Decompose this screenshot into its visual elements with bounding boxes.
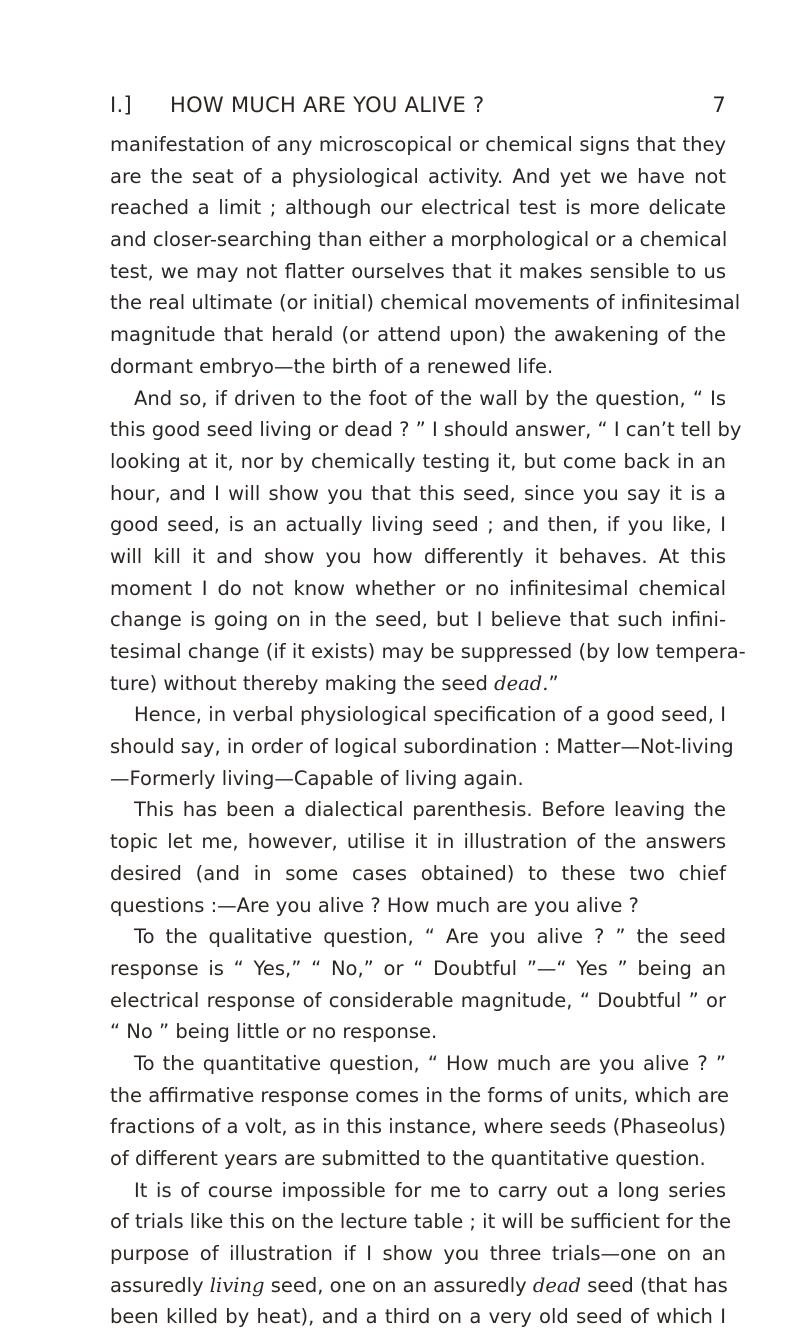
text-line: change is going on in the seed, but I believe that such infini- [110,608,726,632]
text-line: questions :—Are you alive ? How much are you alive ? [110,893,639,917]
line-text: assuredly [110,1273,210,1297]
text-line: moment I do not know whether or no infinitesimal chemical [110,576,726,600]
text-line: —Formerly living—Capable of living again. [110,766,524,790]
text-line: tesimal change (if it exists) may be suppressed (by low tempera- [110,640,746,663]
text-line: of different years are submitted to the quantitative question. [110,1147,706,1170]
line-text: seed (that has [581,1273,728,1297]
text-line: response is “ Yes,” “ No,” or “ Doubtful ”—“ Yes ” being an [110,956,726,980]
italic-word: dead [532,1273,582,1297]
line-text: seed, one on an assuredly [264,1273,533,1297]
line-text: ” [548,671,559,695]
paragraph [110,699,734,794]
italic-word: dead. [494,671,549,695]
text-line [110,668,726,700]
text-line: the affirmative response comes in the forms of units, which are [110,1083,730,1107]
text-line: magnitude that herald (or attend upon) the awakening of the [110,323,726,347]
line-text: ture) without thereby making the seed [110,671,495,695]
text-line: hour, and I will show you that this seed, since you say it is a [110,481,726,505]
text-line: “ No ” being little or no response. [110,1020,438,1044]
text-line: dormant embryo—the birth of a renewed life. [110,354,554,378]
text-line: To the quantitative question, “ How much are you alive ? ” [134,1051,726,1075]
text-line: manifestation of any microscopical or chemical signs that they [110,133,726,156]
paragraph [110,1175,732,1333]
text-line: the real ultimate (or initial) chemical movements of infinitesimal [110,291,741,315]
text-line: will kill it and show you how differently it behaves. At this [110,544,726,568]
text-line: and closer-searching than either a morphological or a chemical [110,228,728,252]
page-number: 7 [712,93,726,117]
text-line: topic let me, however, utilise it in illustration of the answers [110,830,726,854]
paragraph [110,921,726,1048]
text-line: electrical response of considerable magnitude, “ Doubtful ” or [110,988,726,1012]
text-line: test, we may not flatter ourselves that it makes sensible to us [110,259,726,283]
italic-word: living [209,1273,265,1297]
text-line: been killed by heat), and a third on a very old seed of which I [110,1305,726,1329]
text-line: fractions of a volt, as in this instance, where seeds (Phaseolus) [110,1115,726,1139]
running-head [110,93,726,121]
paragraph [110,129,741,383]
text-line: reached a limit ; although our electrical test is more delicate [110,196,726,220]
text-line: It is of course impossible for me to carry out a long series [134,1178,726,1202]
text-line: And so, if driven to the foot of the wall by the question, “ Is [134,386,726,410]
paragraph [110,383,746,700]
text-line [110,1270,726,1302]
paragraph [110,1048,730,1175]
text-line: of trials like this on the lecture table ; it will be sufficient for the [110,1210,732,1234]
text-line: are the seat of a physiological activity. And yet we have not [110,164,726,188]
running-title: HOW MUCH ARE YOU ALIVE ? [170,93,485,117]
text-line: looking at it, nor by chemically testing it, but come back in an [110,449,726,473]
text-line: this good seed living or dead ? ” I should answer, “ I can’t tell by [110,418,742,442]
paragraph [110,794,726,921]
text-line: should say, in order of logical subordination : Matter—Not-living [110,735,734,759]
text-line: desired (and in some cases obtained) to these two chief [110,861,726,885]
text-line: This has been a dialectical parenthesis. Before leaving the [134,798,726,822]
text-line: purpose of illustration if I show you three trials—one on an [110,1242,726,1266]
text-line: To the qualitative question, “ Are you alive ? ” the seed [134,925,726,949]
body-text [110,129,746,1333]
text-line: good seed, is an actually living seed ; and then, if you like, I [110,513,726,537]
chapter-mark: I.] [110,93,132,117]
text-line: Hence, in verbal physiological specification of a good seed, I [134,703,726,727]
